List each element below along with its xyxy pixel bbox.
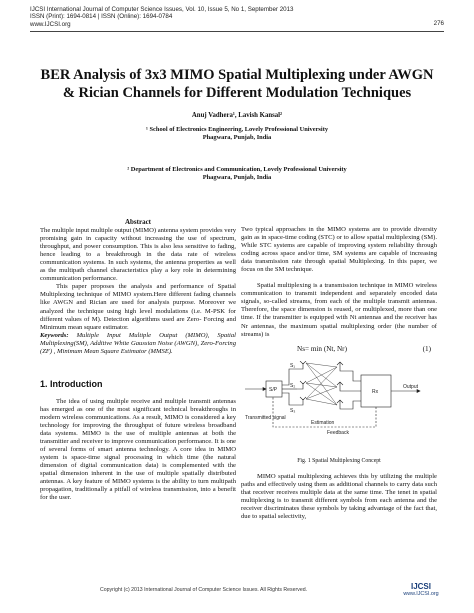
tx-antenna-2: [297, 381, 306, 389]
path-3-3: [306, 399, 337, 405]
output-label: Output: [403, 383, 419, 390]
right-column: [241, 226, 437, 521]
figure-caption: Fig. 1 Spatial Multiplexing Concept: [297, 457, 381, 464]
rx-antenna-1: [337, 362, 347, 371]
feedback-label: Feedback: [327, 429, 349, 436]
page-number: 276: [433, 20, 444, 27]
header-rule: [30, 31, 444, 32]
abstract-heading: Abstract: [124, 218, 152, 226]
tx-antenna-1: [297, 361, 306, 369]
transmitted-signal-label: Transmitted signal: [245, 414, 286, 421]
affiliation-2-line-1: ² Department of Electronics and Communication, Lovely Professional University: [127, 166, 347, 173]
channel-paths: [306, 363, 337, 405]
affiliation-1: [30, 126, 444, 142]
rx-to-block: [347, 371, 361, 409]
spatial-multiplexing-diagram: [241, 361, 437, 457]
logo-url: www.IJCSI.org: [403, 591, 439, 597]
path-3-2: [306, 387, 337, 399]
logo-text: IJCSI: [410, 582, 431, 591]
affiliation-1-line-2: Phagwara, Punjab, India: [202, 134, 272, 141]
tx-antenna-3: [297, 397, 306, 405]
keywords-label: Keywords:: [40, 331, 69, 339]
rx-label: Rx: [372, 388, 379, 395]
stream-s3-label: S₃: [290, 407, 296, 414]
equation-number: (1): [422, 344, 431, 353]
title-line-2: & Rician Channels for Different Modulation Techniques: [62, 85, 412, 101]
keywords: [40, 332, 236, 356]
header-journal-line: IJCSI International Journal of Computer Science Issues, Vol. 10, Issue 5, No 1, September 2013: [30, 6, 294, 13]
section-heading-introduction: 1. Introduction: [40, 378, 103, 389]
input-arrowhead: [263, 387, 266, 390]
rx-antenna-3: [337, 400, 347, 409]
journal-header: [30, 6, 444, 28]
introduction-paragraph-1: The idea of using multiple receive and multiple transmit antennas has emerged as one of the most significant technical breakthroughs in modern wireless communications. As a result, MIMO is considered a key technology for improving the throughput of future wireless broadband data systems. MIMO is the use of multiple antennas at both the transmitter and receiver to improve communication performance. It is one of several forms of smart antenna technology. A core idea in MIMO system is space-time signal processing in which time (the natural dimension of digital communication data) is complemented with the spatial dimension inherent in the use of multiple spatially distributed antennas. A key feature of MIMO systems is the ability to turn multipath propagation, traditionally a pitfall of wireless transmission, into a benefit for the user.: [40, 397, 236, 502]
sp-label: S/P: [269, 386, 278, 393]
abstract-paragraph-2: This paper proposes the analysis and performance of Spatial Multiplexing technique of MIMO system.Here different fading channels like AWGN and Rician are used for analysis purpose. Moreover we analyzed the technique using high level modulations (i.e. M-PSK for different values of M). Detection algorithms used are Zero- Forcing and Minimum mean square estimator.: [40, 283, 236, 331]
title-line-1: BER Analysis of 3x3 MIMO Spatial Multiplexing under AWGN: [40, 67, 434, 83]
authors: Anuj Vadhera¹, Lavish Kansal²: [191, 112, 283, 119]
paper-title: [30, 66, 444, 102]
rx-antenna-2: [337, 382, 347, 391]
footer-copyright: Copyright (c) 2013 International Journal of Computer Science Issues. All Rights Reserved.: [100, 587, 308, 593]
estimation-label: Estimation: [311, 419, 335, 426]
right-paragraph-1: Two typical approaches in the MIMO systems are to provide diversity gain as in space-time coding (STC) or to allow spatial multiplexing (SM). While STC systems are capable of improving system reliability through coding across space and/or time, SM systems are capable of increasing data transmission rate through spatial Multiplexing. In this paper, we focus on the SM technique.: [241, 226, 437, 274]
equation-formula: Ns= min (Nt, Nr): [297, 344, 347, 353]
affiliation-2-line-2: Phagwara, Punjab, India: [202, 174, 272, 181]
header-website: www.IJCSI.org: [30, 20, 71, 28]
stream-s2-label: S₂: [290, 382, 296, 389]
header-issn-line: ISSN (Print): 1694-0814 | ISSN (Online): 1694-0784: [30, 13, 173, 21]
right-paragraph-2: Spatial multiplexing is a transmission technique in MIMO wireless communication to transmit independent and separately encoded data signals, so-called streams, from each of the multiple transmit antennas. Therefore, the space dimension is reused, or multiplexed, more than one time. If the transmitter is equipped with Nt antennas and the receiver has Nr antennas, the maximum spatial multiplexing order (the number of streams) is: [241, 282, 437, 338]
branch-3: [282, 393, 297, 405]
equation-1: [241, 345, 437, 357]
keywords-text: Multiple Input Multiple Output (MIMO), Spatial Multiplexing(SM), Additive White Gaussian Noise (AWGN), Zero-Forcing (ZF) , Minimum Mean Square Estimator (MMSE).: [40, 331, 237, 355]
affiliation-1-line-1: ¹ School of Electronics Engineering, Lovely Professional University: [145, 126, 329, 133]
affiliation-2: [30, 166, 444, 182]
left-column: [40, 218, 236, 502]
stream-s1-label: S₁: [290, 362, 296, 369]
right-paragraph-3: MIMO spatial multiplexing achieves this by utilizing the multiple paths and effectively using them as additional channels to carry data such that receiver receives multiple data at the same time. The tenet in spatial multiplexing is to transmit different symbols from each antenna and the receiver discriminates these symbols by taking advantage of the fact that, due to spatial selectivity,: [241, 472, 437, 520]
abstract-paragraph-1: The multiple input multiple output (MIMO) antenna system provides very promising gain in capacity without increasing the use of spectrum, throughput, and power consumption. This is also less sensitive to fading, hence leading to a breakthrough in the data rate of wireless communication systems. In such systems, the antenna properties as well as the multipath channel characteristics play a key role in determining communication performance.: [40, 227, 236, 283]
ijcsi-logo: [398, 582, 444, 597]
